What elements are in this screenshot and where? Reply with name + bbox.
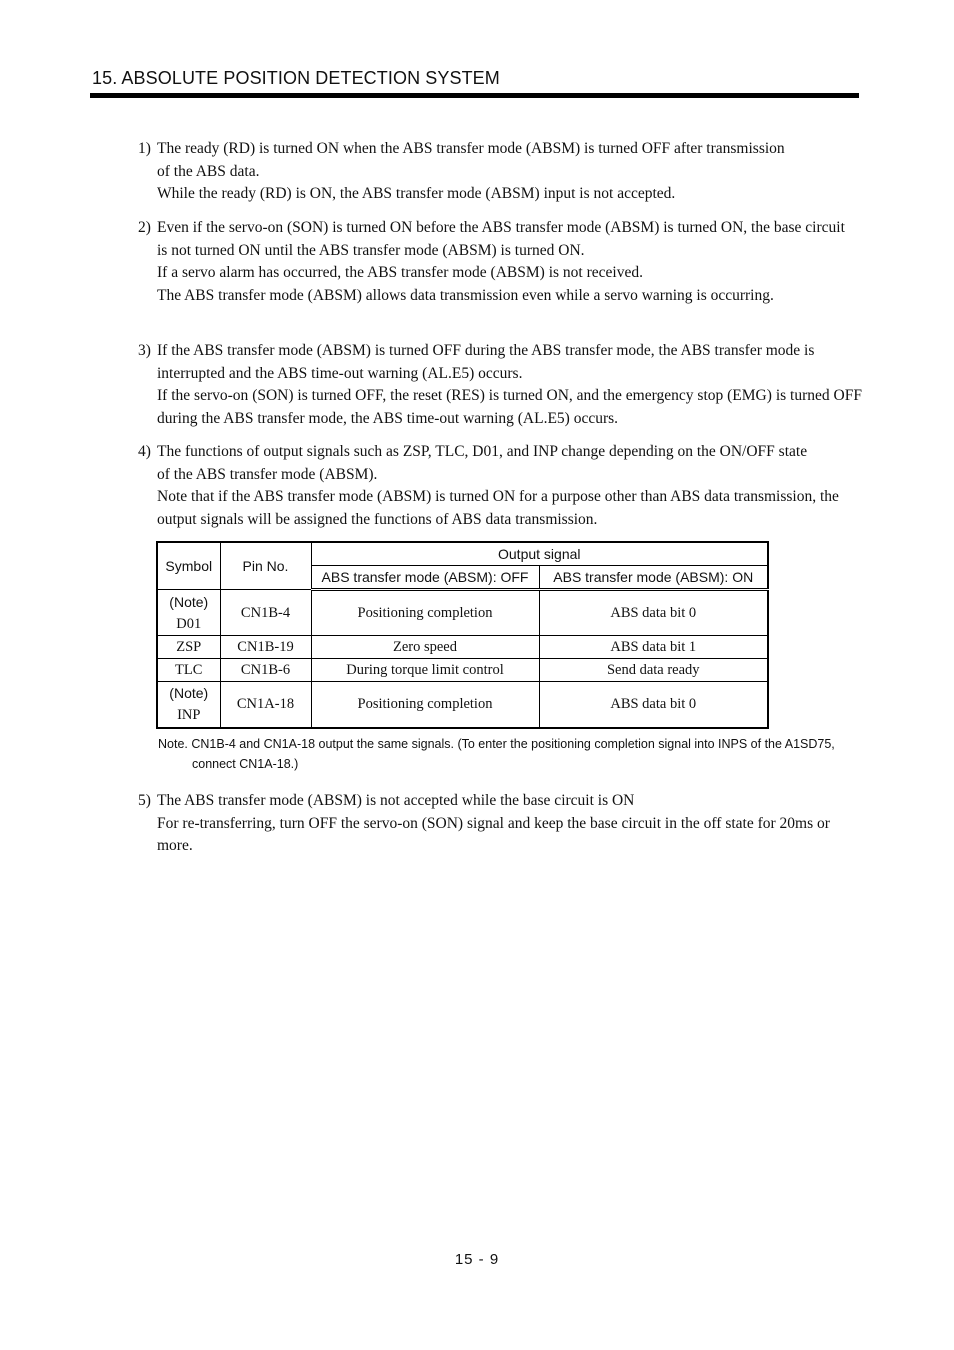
- item-paragraph: If a servo alarm has occurred, the ABS transfer mode (ABSM) is not received.: [157, 264, 643, 282]
- header-output-signal: Output signal: [311, 542, 768, 566]
- symbol-cell: TLC: [157, 659, 220, 682]
- header-mode-off: ABS transfer mode (ABSM): OFF: [311, 566, 539, 590]
- pin-cell: CN1B-4: [220, 590, 311, 636]
- symbol-cell: ZSP: [157, 636, 220, 659]
- symbol-value: INP: [177, 707, 201, 724]
- item-number: 3): [138, 342, 151, 359]
- item-paragraph: If the servo-on (SON) is turned OFF, the reset (RES) is turned ON, and the emergency stop (EMG) is turned OFF during the ABS transfer mode, the ABS time-out warning (AL.E5) occurs.: [157, 387, 862, 427]
- pin-cell: CN1A-18: [220, 682, 311, 728]
- header-rule: [90, 93, 859, 98]
- header-mode-on: ABS transfer mode (ABSM): ON: [539, 566, 768, 590]
- pin-cell: CN1B-6: [220, 659, 311, 682]
- table-row: [157, 659, 768, 682]
- mode-on-cell: Send data ready: [539, 659, 768, 682]
- table-row: [157, 682, 768, 728]
- mode-on-cell: ABS data bit 0: [539, 682, 768, 728]
- item-paragraph: While the ready (RD) is ON, the ABS transfer mode (ABSM) input is not accepted.: [157, 185, 676, 203]
- header-symbol: Symbol: [157, 542, 220, 590]
- item-number: 5): [138, 792, 151, 809]
- list-item-2: [138, 217, 862, 307]
- table-note: [158, 734, 858, 774]
- header-pin-no: Pin No.: [220, 542, 311, 590]
- note-label: (Note): [169, 593, 209, 610]
- mode-on-cell: ABS data bit 0: [539, 590, 768, 636]
- page-number: 15 - 9: [454, 1251, 500, 1268]
- item-paragraph: The ready (RD) is turned ON when the ABS transfer mode (ABSM) is turned OFF after transmission of the ABS data.: [157, 140, 785, 180]
- output-signal-table: [156, 541, 769, 729]
- item-paragraph: The ABS transfer mode (ABSM) is not accepted while the base circuit is ON: [157, 792, 635, 809]
- symbol-cell: [157, 682, 220, 728]
- mode-off-cell: During torque limit control: [311, 659, 539, 682]
- mode-on-cell: ABS data bit 1: [539, 636, 768, 659]
- table-note-line: Note. CN1B-4 and CN1A-18 output the same signals. (To enter the positioning completion signal into INPS of the A1SD75,: [158, 737, 835, 751]
- list-item-5: [138, 790, 862, 858]
- list-item-4: [138, 441, 862, 531]
- mode-off-cell: Zero speed: [311, 636, 539, 659]
- item-paragraph: For re-transferring, turn OFF the servo-on (SON) signal and keep the base circuit in the off state for 20ms or more.: [157, 814, 830, 855]
- table-note-line: connect CN1A-18.): [192, 757, 299, 771]
- list-item-3: [138, 340, 862, 430]
- item-paragraph: Note that if the ABS transfer mode (ABSM) is turned ON for a purpose other than ABS data transmission, the output signals will be assigned the functions of ABS data transmission.: [157, 488, 839, 528]
- item-paragraph: Even if the servo-on (SON) is turned ON before the ABS transfer mode (ABSM) is turned ON, the base circuit is not turned ON until the ABS transfer mode (ABSM) is turned ON.: [157, 219, 845, 259]
- item-paragraph: The ABS transfer mode (ABSM) allows data transmission even while a servo warning is occurring.: [157, 286, 774, 304]
- mode-off-cell: Positioning completion: [311, 682, 539, 728]
- mode-off-cell: Positioning completion: [311, 590, 539, 636]
- pin-cell: CN1B-19: [220, 636, 311, 659]
- table-row: [157, 636, 768, 659]
- item-paragraph: The functions of output signals such as ZSP, TLC, D01, and INP change depending on the ON/OFF state of the ABS transfer mode (ABSM).: [157, 443, 808, 483]
- page-header-title: 15. ABSOLUTE POSITION DETECTION SYSTEM: [92, 68, 500, 88]
- note-label: (Note): [169, 685, 209, 702]
- item-number: 4): [138, 443, 151, 460]
- item-paragraph: If the ABS transfer mode (ABSM) is turned OFF during the ABS transfer mode, the ABS transfer mode is interrupted and the ABS time-out warning (AL.E5) occurs.: [157, 342, 815, 382]
- list-item-1: [138, 138, 862, 206]
- symbol-cell: [157, 590, 220, 636]
- symbol-value: D01: [176, 615, 202, 632]
- table-row: [157, 590, 768, 636]
- item-number: 2): [138, 219, 151, 236]
- item-number: 1): [138, 140, 151, 157]
